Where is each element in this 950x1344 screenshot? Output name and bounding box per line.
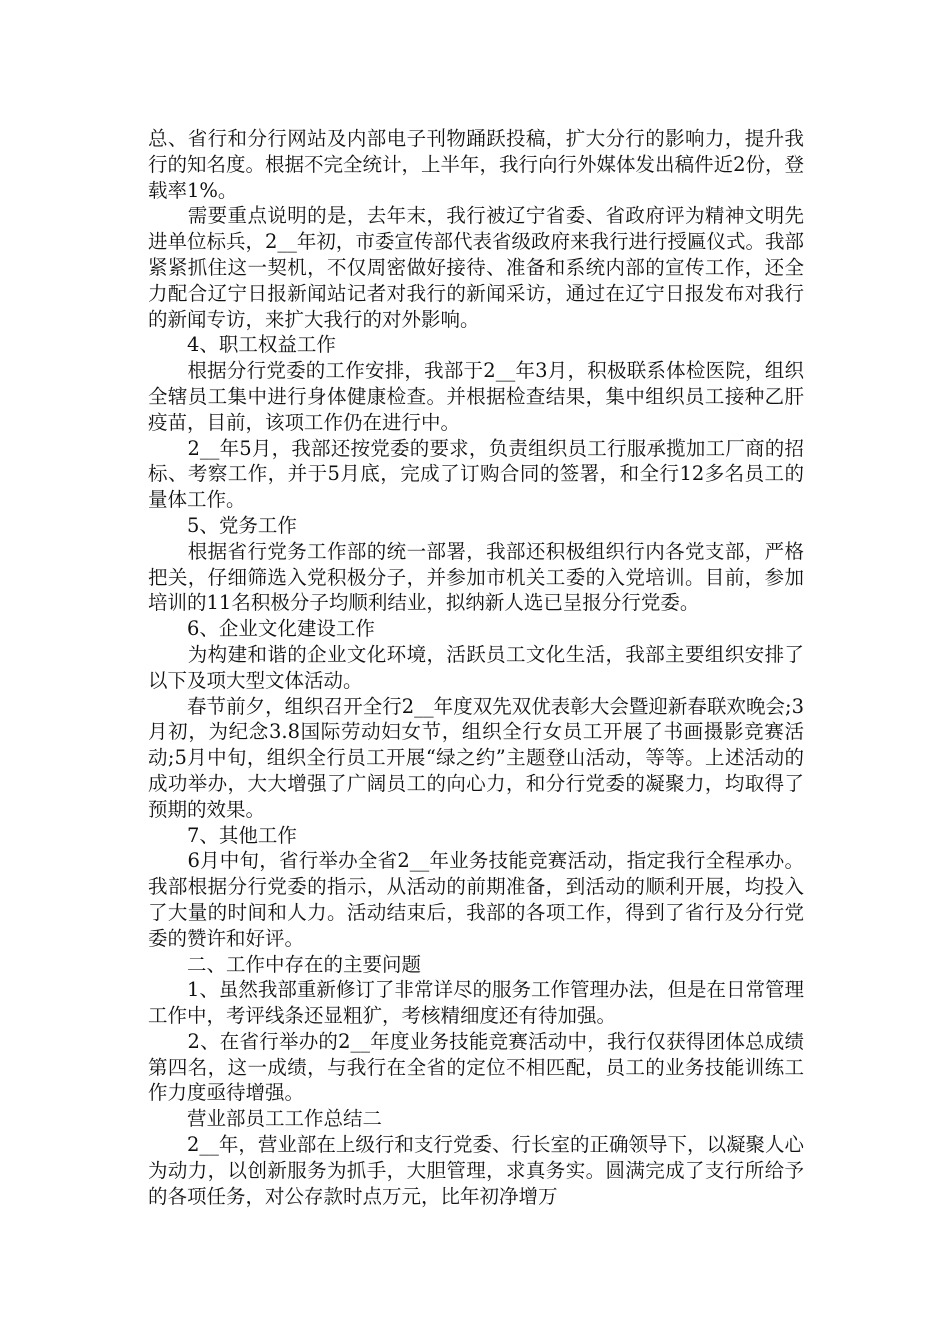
- paragraph-uniform-procurement: 2__年5月，我部还按党委的要求，负责组织员工行服承揽加工厂商的招标、考察工作，并于5月底，完成了订购合同的签署，和全行12多名员工的量体工作。: [148, 436, 804, 512]
- paragraph-party-training: 根据省行党务工作部的统一部署，我部还积极组织行内各党支部，严格把关，仔细筛选入党积极分子，并参加市机关工委的入党培训。目前，参加培训的11名积极分子均顺利结业，拟纳新人选已呈报分行党委。: [148, 539, 804, 615]
- paragraph-problem-2: 2、在省行举办的2__年度业务技能竞赛活动中，我行仅获得团体总成绩第四名，这一成绩，与我行在全省的定位不相匹配，员工的业务技能训练工作力度亟待增强。: [148, 1029, 804, 1105]
- heading-main-problems: 二、工作中存在的主要问题: [148, 952, 422, 976]
- document-page: [148, 126, 804, 1209]
- paragraph-media-outreach: 总、省行和分行网站及内部电子刊物踊跃投稿，扩大分行的影响力，提升我行的知名度。根据不完全统计，上半年，我行向行外媒体发出稿件近2份，登载率1%。: [148, 127, 804, 202]
- heading-other-work: 7、其他工作: [148, 823, 297, 847]
- paragraph-skills-competition: 6月中旬，省行举办全省2__年业务技能竞赛活动，指定我行全程承办。我部根据分行党委的指示，从活动的前期准备，到活动的顺利开展，均投入了大量的时间和人力。活动结束后，我部的各项工作，得到了省行及分行党委的赞许和好评。: [148, 849, 804, 950]
- paragraph-culture-intro: 为构建和谐的企业文化环境，活跃员工文化生活，我部主要组织安排了以下及项大型文体活动。: [148, 642, 804, 692]
- heading-summary-two: 营业部员工工作总结二: [148, 1107, 383, 1131]
- heading-party-affairs: 5、党务工作: [148, 513, 297, 537]
- paragraph-health-check: 根据分行党委的工作安排，我部于2__年3月，积极联系体检医院，组织全辖员工集中进行身体健康检查。并根据检查结果，集中组织员工接种乙肝疫苗，目前，该项工作仍在进行中。: [148, 359, 804, 434]
- heading-corporate-culture: 6、企业文化建设工作: [148, 617, 375, 641]
- paragraph-culture-events: 春节前夕，组织召开全行2__年度双先双优表彰大会暨迎新春联欢晚会;3月初，为纪念3.8国际劳动妇女节，组织全行女员工开展了书画摄影竞赛活动;5月中旬，组织全行员工开展“绿之约”主题登山活动，等等。上述活动的成功举办，大大增强了广阔员工的向心力，和分行党委的凝聚力，均取得了预期的效果。: [148, 694, 804, 821]
- paragraph-problem-1: 1、虽然我部重新修订了非常详尽的服务工作管理办法，但是在日常管理工作中，考评线条还显粗犷，考核精细度还有待加强。: [148, 978, 804, 1028]
- paragraph-civilization-award: 需要重点说明的是，去年末，我行被辽宁省委、省政府评为精神文明先进单位标兵，2__年初，市委宣传部代表省级政府来我行进行授匾仪式。我部紧紧抓住这一契机，不仅周密做好接待、准备和系统内部的宣传工作，还全力配合辽宁日报新闻站记者对我行的新闻采访，通过在辽宁日报发布对我行的新闻专访，来扩大我行的对外影响。: [148, 204, 804, 331]
- paragraph-summary-two-body: 2__年，营业部在上级行和支行党委、行长室的正确领导下，以凝聚人心为动力，以创新服务为抓手，大胆管理，求真务实。圆满完成了支行所给予的各项任务，对公存款时点万元，比年初净增万: [148, 1133, 804, 1208]
- heading-employee-rights: 4、职工权益工作: [148, 333, 336, 357]
